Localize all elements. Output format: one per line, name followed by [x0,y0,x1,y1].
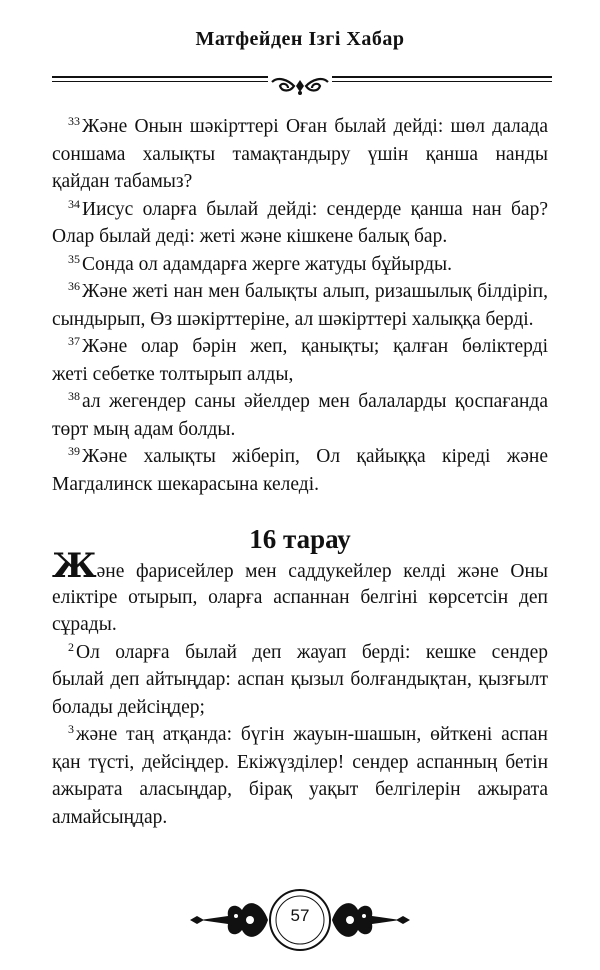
verse-number: 35 [68,251,80,266]
drop-cap: Ж [52,546,97,586]
verse-line [52,278,548,306]
verse-line [52,471,548,499]
verse-line [52,361,548,389]
verse-number: 34 [68,196,80,211]
verse-text: қайдан табамыз? [52,171,193,192]
verse-line [52,388,548,416]
verse-text: және таң атқанда: бүгін жауын-шашын, өйткені аспан [76,724,548,745]
verse-text: сұрады. [52,614,117,635]
page-footer [170,880,430,960]
verse-text: Және жеті нан мен балықты алып, ризашылық білдіріп, [82,281,548,302]
chapter-16-verses [52,639,548,832]
verse-1 [52,546,548,639]
verse-line [52,333,548,361]
verse-text: Және халықты жіберіп, Ол қайыққа кіреді және [82,446,548,467]
verse-line [52,584,548,612]
page-body [52,113,548,831]
running-head: Матфейден Ізгі Хабар [195,28,405,50]
verse-text: былай деп айтыңдар: аспан қызыл болғандықтан, қызғылт [52,669,548,690]
verse-text: Және олар бәрін жеп, қанықты; қалған бөліктерді [82,336,548,357]
verse-line [52,251,548,279]
verse-text: Магдалинск шекарасына келеді. [52,473,319,495]
verse-line [52,416,548,444]
verse-line [52,694,548,722]
verse-line [52,776,548,804]
header-ornament-icon [268,76,332,96]
verse-text: Олар былай деді: жеті және кішкене балық бар. [52,226,448,247]
chapter-15-verses [52,113,548,498]
verse-text: Ол оларға былай деп жауап берді: кешке сендер [76,641,548,663]
verse-line [52,113,548,141]
verse-text: төрт мың адам болды. [52,418,236,440]
verse-text: Иисус оларға былай дейді: сендерде қанша нан бар? [82,198,548,220]
verse-text: жеті себетке толтырып алды, [52,363,294,385]
page-number: 57 [290,906,310,925]
verse-line [52,804,548,832]
verse-line [52,141,548,169]
verse-text: еліктіре отырып, оларға аспаннан белгіні көрсетсін деп [52,586,548,608]
verse-text: соншама халықты тамақтандыру үшін қанша нанды [52,143,548,165]
verse-text: қан түсті, дейсіңдер. Екіжүзділер! сендер аспанның бетін [52,751,548,773]
verse-text: әне фарисейлер мен саддукейлер келді және Оны [96,561,548,582]
verse-line [52,196,548,224]
verse-line [52,639,548,667]
verse-line [52,168,548,196]
verse-line [52,666,548,694]
verse-number: 37 [68,334,80,348]
verse-number: 39 [68,444,80,458]
verse-line [52,546,548,586]
verse-number: 38 [68,389,80,403]
verse-line [52,611,548,639]
verse-line [52,749,548,777]
verse-text: ал жегендер саны әйелдер мен балаларды қоспағанда [82,391,548,412]
verse-line [52,223,548,251]
verse-number: 33 [68,114,80,128]
verse-text: болады дейсіңдер; [52,696,205,718]
verse-number: 2 [68,639,74,654]
verse-line [52,443,548,471]
verse-text: Сонда ол адамдарға жерге жатуды бұйырды. [82,253,452,275]
chapter-title: 16 тарау [249,524,351,554]
verse-line [52,306,548,334]
verse-text: ажырата аласыңдар, бірақ уақыт белгілерін ажырата [52,779,548,800]
verse-text: алмайсыңдар. [52,806,168,828]
verse-number: 3 [68,722,74,736]
verse-text: Және Онын шәкірттері Оған былай дейді: шөл далада [82,116,548,137]
verse-number: 36 [68,279,80,293]
verse-line [52,721,548,749]
verse-text: сындырып, Өз шәкірттеріне, ал шәкірттері халыққа берді. [52,308,534,330]
